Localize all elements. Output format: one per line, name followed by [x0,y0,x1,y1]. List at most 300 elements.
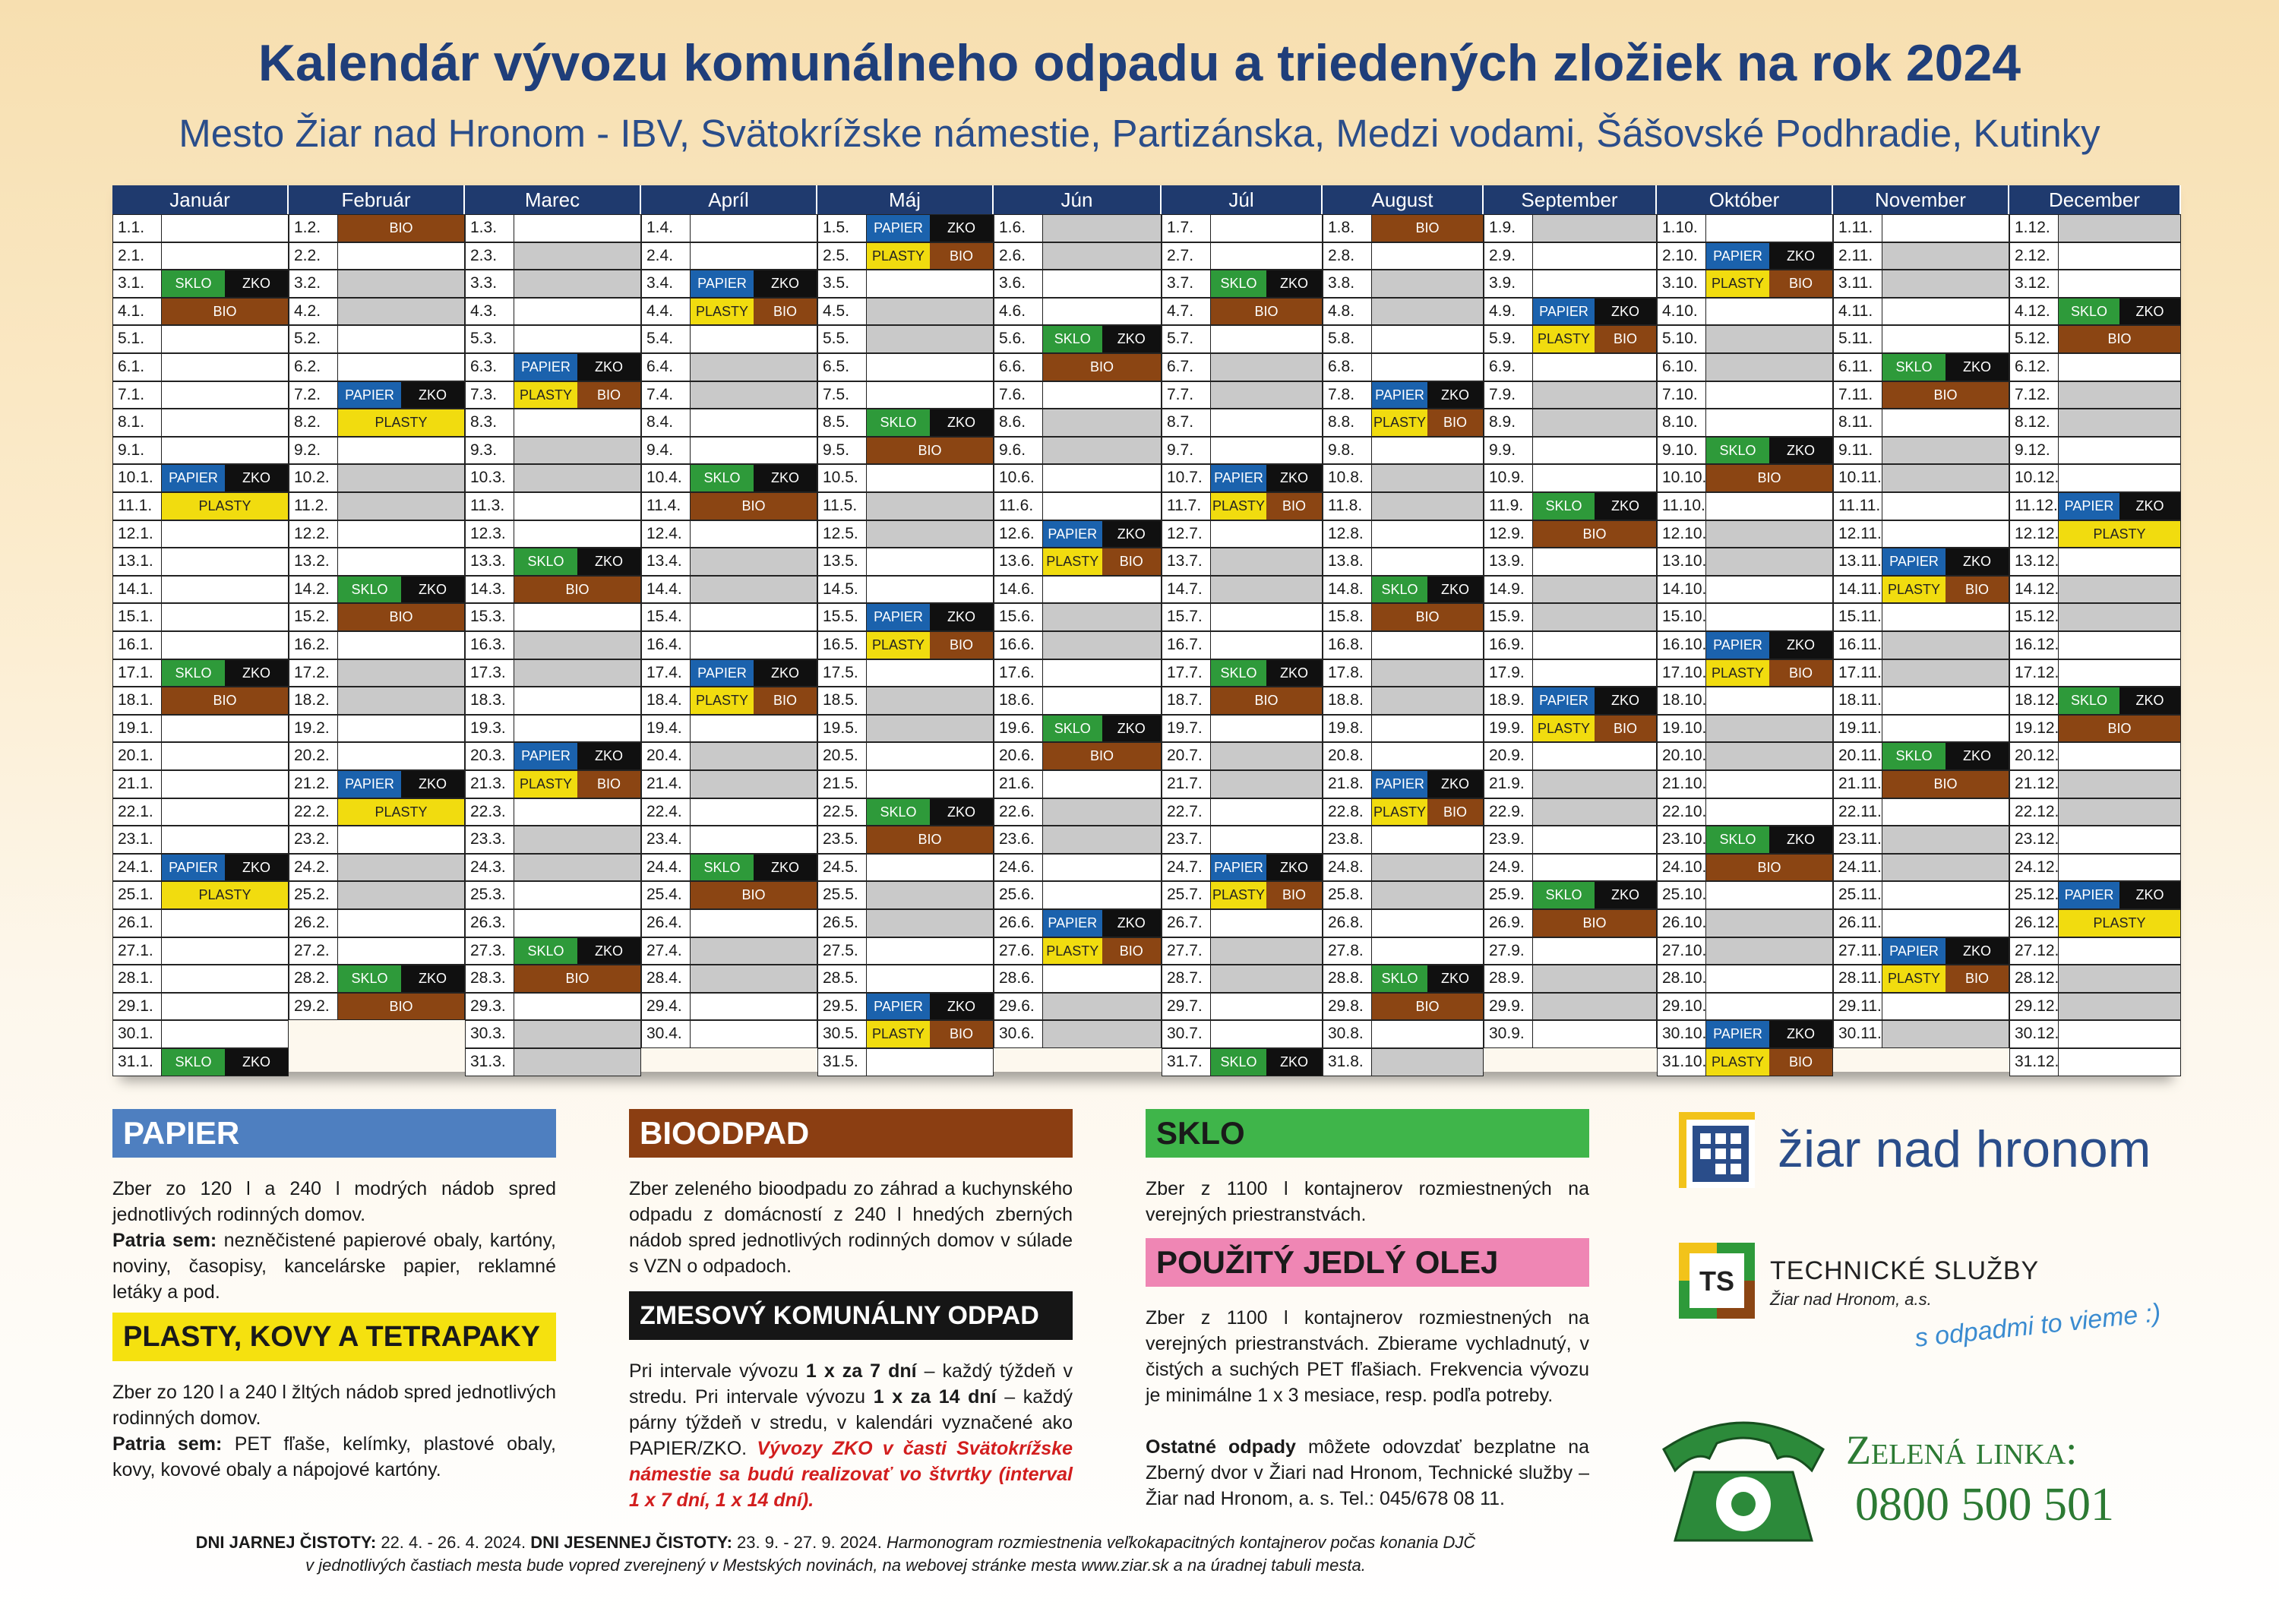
day-events [162,660,288,687]
day-number: 13.3. [466,548,514,575]
day-number: 9.8. [1323,438,1372,464]
day-row [112,298,289,326]
event-tag-zko: ZKO [1102,716,1162,742]
day-events [2059,799,2180,826]
day-row [1484,381,1657,409]
day-number: 26.11. [1834,910,1882,937]
day-events [514,299,640,325]
event-tag-plasty: PLASTY [1211,493,1266,520]
day-number: 12.8. [1323,521,1372,548]
event-tag-zko: ZKO [1102,521,1162,548]
event-tag-bio: BIO [1102,548,1162,575]
day-events [867,687,993,714]
day-number: 8.10. [1658,409,1706,436]
day-number: 17.9. [1484,660,1533,687]
day-events [1882,632,2009,659]
day-row [112,353,289,381]
day-row [2009,715,2181,743]
day-number: 1.10. [1658,215,1706,242]
day-events [691,409,817,436]
day-number: 10.1. [113,465,162,491]
day-number: 9.7. [1162,438,1211,464]
event-tag-zko: ZKO [1769,438,1832,464]
day-events [1372,855,1483,881]
day-events [1533,326,1656,352]
day-row [1323,464,1484,492]
day-number: 8.8. [1323,409,1372,436]
day-row [465,409,641,437]
day-events [1043,299,1161,325]
day-number: 17.6. [994,660,1043,687]
event-tag-papier: PAPIER [338,382,401,409]
day-events [1043,382,1161,409]
day-events [162,632,288,659]
day-events [338,270,464,297]
day-number: 14.6. [994,577,1043,603]
day-events [1706,826,1832,853]
day-number: 29.8. [1323,994,1372,1020]
day-row [465,965,641,993]
day-events [2059,965,2180,992]
day-events [1882,855,2009,881]
day-row [1657,576,1833,604]
day-number: 1.6. [994,215,1043,242]
day-row [1162,353,1323,381]
day-events [1043,409,1161,436]
day-number: 15.6. [994,604,1043,630]
day-number: 27.3. [466,938,514,965]
day-number: 28.1. [113,965,162,992]
day-events [1043,965,1161,992]
day-number: 15.9. [1484,604,1533,630]
city-emblem-icon [1679,1112,1755,1188]
day-events [1533,577,1656,603]
day-events [2059,855,2180,881]
day-events [1882,910,2009,937]
day-events [1882,438,2009,464]
day-row [1833,937,2009,965]
day-row [1657,353,1833,381]
day-row [1484,770,1657,798]
day-number: 28.11. [1834,965,1882,992]
day-number: 6.7. [1162,354,1211,381]
event-tag-plasty: PLASTY [2059,521,2180,548]
day-events [162,493,288,520]
day-events [1706,855,1832,881]
month-column [641,185,817,1043]
day-events [867,716,993,742]
day-row [641,603,817,631]
day-events [162,687,288,714]
day-events [1533,465,1656,491]
day-row [1323,214,1484,242]
month-column [994,185,1162,1043]
day-row [1323,937,1484,965]
day-events [691,910,817,937]
day-events [162,1049,288,1076]
day-row [1162,298,1323,326]
day-row [641,492,817,520]
day-row [1484,353,1657,381]
day-row [112,742,289,770]
ts-logo [1679,1243,2195,1353]
day-events [2059,687,2180,714]
day-row [2009,631,2181,659]
day-events [1211,938,1322,965]
day-row [1162,464,1323,492]
day-row [1484,687,1657,715]
day-events [1882,521,2009,548]
day-events [1533,965,1656,992]
day-number: 11.10. [1658,493,1706,520]
event-tag-sklo: SKLO [514,548,577,575]
day-row [1484,1020,1657,1048]
day-row [1323,881,1484,909]
day-events [1043,855,1161,881]
day-number: 7.2. [289,382,338,409]
zko-text: Pri intervale vývozu 1 x za 7 dní – každý týždeň v stredu. Pri intervale vývozu 1 x za 14 dní – každý párny týždeň v stredu, v kalendári vyznačené ako PAPIER/ZKO. Vývozy ZKO v časti Svätokrížske námestie sa budú realizovať vo štvrtky (interval 1 x 7 dní, 1 x 14 dní). [629,1360,1073,1511]
event-tag-papier: PAPIER [1372,382,1427,409]
day-number: 17.11. [1834,660,1882,687]
day-events [338,326,464,352]
event-tag-zko: ZKO [2119,299,2180,325]
day-number: 27.4. [642,938,691,965]
day-number: 9.2. [289,438,338,464]
day-row [465,742,641,770]
day-row [112,1048,289,1076]
day-row [817,381,994,409]
day-number: 14.4. [642,577,691,603]
day-row [641,464,817,492]
day-events [1043,660,1161,687]
papier-text: Zber zo 120 l a 240 l modrých nádob spred jednotlivých rodinných domov. Patria sem: nezněčistené papierové obaly, kartóny, noviny, časopisy, kancelárske papier, reklamné letáky a pod. [112,1178,556,1303]
day-number: 21.6. [994,771,1043,798]
day-events [1882,215,2009,242]
ts-subname: Žiar nad Hronom, a.s. [1770,1290,1932,1309]
day-number: 1.5. [818,215,867,242]
day-number: 18.10. [1658,687,1706,714]
day-events [867,409,993,436]
day-number: 29.6. [994,994,1043,1020]
day-number: 3.5. [818,270,867,297]
day-row [465,993,641,1021]
day-row [817,993,994,1021]
day-row [817,715,994,743]
day-row [1484,854,1657,882]
event-tag-bio: BIO [577,771,640,798]
day-row [112,242,289,270]
event-tag-bio: BIO [930,632,993,659]
day-row [817,965,994,993]
day-events [162,855,288,881]
event-tag-bio: BIO [1946,577,2009,603]
event-tag-plasty: PLASTY [1043,548,1102,575]
event-tag-zko: ZKO [930,994,993,1020]
day-row [641,909,817,937]
day-events [691,799,817,826]
day-row [465,1020,641,1048]
day-row [817,409,994,437]
day-number: 20.10. [1658,743,1706,769]
day-row [1833,353,2009,381]
day-row [1323,492,1484,520]
day-row [994,325,1162,353]
event-tag-plasty: PLASTY [867,632,930,659]
event-tag-plasty: PLASTY [2059,910,2180,937]
day-number: 5.6. [994,326,1043,352]
day-row [1162,659,1323,687]
day-row [1657,381,1833,409]
day-row [1323,548,1484,576]
day-number: 16.3. [466,632,514,659]
day-number: 3.7. [1162,270,1211,297]
day-events [867,660,993,687]
plasty-text: Zber zo 120 l a 240 l žltých nádob spred jednotlivých rodinných domov. Patria sem: PET fľaše, kelímky, plastové obaly, kovy, kovové obaly a nápojové kartóny. [112,1382,556,1480]
event-tag-zko: ZKO [1427,382,1483,409]
day-row [994,270,1162,298]
day-events [1043,270,1161,297]
event-tag-papier: PAPIER [162,465,225,491]
event-tag-papier: PAPIER [162,855,225,881]
day-number: 4.2. [289,299,338,325]
day-number: 10.12. [2010,465,2059,491]
day-number: 10.9. [1484,465,1533,491]
day-row [1657,826,1833,854]
day-row [465,492,641,520]
day-row [289,798,465,826]
event-tag-sklo: SKLO [867,799,930,826]
day-row [289,325,465,353]
day-number: 17.12. [2010,660,2059,687]
day-row [994,770,1162,798]
event-tag-bio: BIO [1769,1049,1832,1076]
event-tag-zko: ZKO [2119,882,2180,908]
day-row [465,464,641,492]
event-tag-zko: ZKO [577,548,640,575]
day-number: 20.11. [1834,743,1882,769]
day-number: 5.2. [289,326,338,352]
day-events [1211,632,1322,659]
day-row [994,381,1162,409]
event-tag-sklo: SKLO [1043,716,1102,742]
event-tag-zko: ZKO [401,577,464,603]
day-number: 24.9. [1484,855,1533,881]
event-tag-sklo: SKLO [2059,299,2119,325]
day-row [2009,492,2181,520]
day-events [1533,938,1656,965]
day-row [1657,242,1833,270]
event-tag-zko: ZKO [1595,299,1656,325]
day-number: 15.3. [466,604,514,630]
day-number: 6.9. [1484,354,1533,381]
day-events [2059,632,2180,659]
papier-title: PAPIER [112,1109,556,1158]
day-number: 18.2. [289,687,338,714]
day-events [514,994,640,1020]
event-tag-plasty: PLASTY [338,409,464,436]
event-tag-papier: PAPIER [867,604,930,630]
day-events [338,521,464,548]
day-number: 26.8. [1323,910,1372,937]
event-tag-zko: ZKO [401,771,464,798]
day-row [2009,381,2181,409]
day-row [641,298,817,326]
day-events [1706,548,1832,575]
day-row [289,854,465,882]
day-events [2059,326,2180,352]
day-row [465,576,641,604]
day-row [465,353,641,381]
day-row [1323,381,1484,409]
day-events [1706,1049,1832,1076]
day-events [1533,1021,1656,1047]
event-tag-papier: PAPIER [867,994,930,1020]
day-row [465,381,641,409]
day-row [2009,659,2181,687]
day-row [1657,742,1833,770]
day-row [2009,242,2181,270]
day-row [994,409,1162,437]
day-number: 11.5. [818,493,867,520]
day-number: 16.9. [1484,632,1533,659]
event-tag-papier: PAPIER [1706,1021,1769,1047]
day-events [1372,243,1483,270]
day-row [1833,687,2009,715]
day-events [2059,521,2180,548]
event-tag-bio: BIO [1706,465,1832,491]
event-tag-zko: ZKO [930,799,993,826]
day-events [338,382,464,409]
day-number: 15.5. [818,604,867,630]
event-tag-bio: BIO [1946,965,2009,992]
day-number: 24.2. [289,855,338,881]
day-events [1372,965,1483,992]
event-tag-bio: BIO [754,299,817,325]
day-number: 22.12. [2010,799,2059,826]
day-number: 4.3. [466,299,514,325]
day-number: 7.9. [1484,382,1533,409]
day-row [994,881,1162,909]
day-number: 8.3. [466,409,514,436]
day-events [1043,604,1161,630]
day-events [691,299,817,325]
day-events [1706,716,1832,742]
day-row [1323,325,1484,353]
day-number: 13.11. [1834,548,1882,575]
day-events [1882,1021,2009,1047]
day-row [1484,298,1657,326]
day-number: 7.6. [994,382,1043,409]
day-events [1706,1021,1832,1047]
day-events [1706,882,1832,908]
day-events [1533,994,1656,1020]
day-row [289,353,465,381]
day-row [817,576,994,604]
day-row [1323,409,1484,437]
month-column [289,185,465,1015]
day-number: 12.9. [1484,521,1533,548]
day-events [867,215,993,242]
day-events [1043,632,1161,659]
day-row [1657,492,1833,520]
day-events [2059,882,2180,908]
event-tag-zko: ZKO [930,215,993,242]
ts-abbr: TS [1699,1265,1734,1297]
event-tag-zko: ZKO [577,938,640,965]
day-number: 27.5. [818,938,867,965]
day-events [162,965,288,992]
day-row [641,742,817,770]
day-row [465,520,641,548]
day-number: 11.2. [289,493,338,520]
day-events [338,548,464,575]
day-events [1706,577,1832,603]
day-events [1211,1021,1322,1047]
day-number: 20.5. [818,743,867,769]
day-row [641,854,817,882]
day-row [1323,770,1484,798]
day-number: 12.4. [642,521,691,548]
day-number: 16.12. [2010,632,2059,659]
day-number: 3.3. [466,270,514,297]
day-events [1043,243,1161,270]
day-events [1211,354,1322,381]
day-events [338,771,464,798]
event-tag-zko: ZKO [1266,855,1322,881]
day-number: 4.5. [818,299,867,325]
day-events [514,326,640,352]
day-row [2009,464,2181,492]
event-tag-sklo: SKLO [338,577,401,603]
event-tag-bio: BIO [2059,326,2180,352]
day-events [514,548,640,575]
day-events [1372,882,1483,908]
day-events [1882,687,2009,714]
day-number: 7.8. [1323,382,1372,409]
day-events [1882,771,2009,798]
day-row [641,381,817,409]
day-number: 30.9. [1484,1021,1533,1047]
event-tag-zko: ZKO [1266,660,1322,687]
day-events [514,577,640,603]
day-row [994,214,1162,242]
month-header: Február [289,185,465,214]
day-events [691,438,817,464]
day-events [1211,910,1322,937]
day-events [162,243,288,270]
day-number: 17.7. [1162,660,1211,687]
day-row [817,1020,994,1048]
zko-section [629,1291,1073,1513]
day-events [1882,548,2009,575]
day-row [817,548,994,576]
day-events [691,882,817,908]
day-number: 23.10. [1658,826,1706,853]
day-events [514,270,640,297]
day-events [338,799,464,826]
day-events [514,465,640,491]
event-tag-papier: PAPIER [1043,521,1102,548]
day-number: 27.11. [1834,938,1882,965]
event-tag-zko: ZKO [225,855,288,881]
day-row [817,520,994,548]
day-number: 19.11. [1834,716,1882,742]
day-number: 17.2. [289,660,338,687]
event-tag-zko: ZKO [754,270,817,297]
day-row [994,937,1162,965]
day-events [2059,299,2180,325]
day-number: 31.1. [113,1049,162,1076]
